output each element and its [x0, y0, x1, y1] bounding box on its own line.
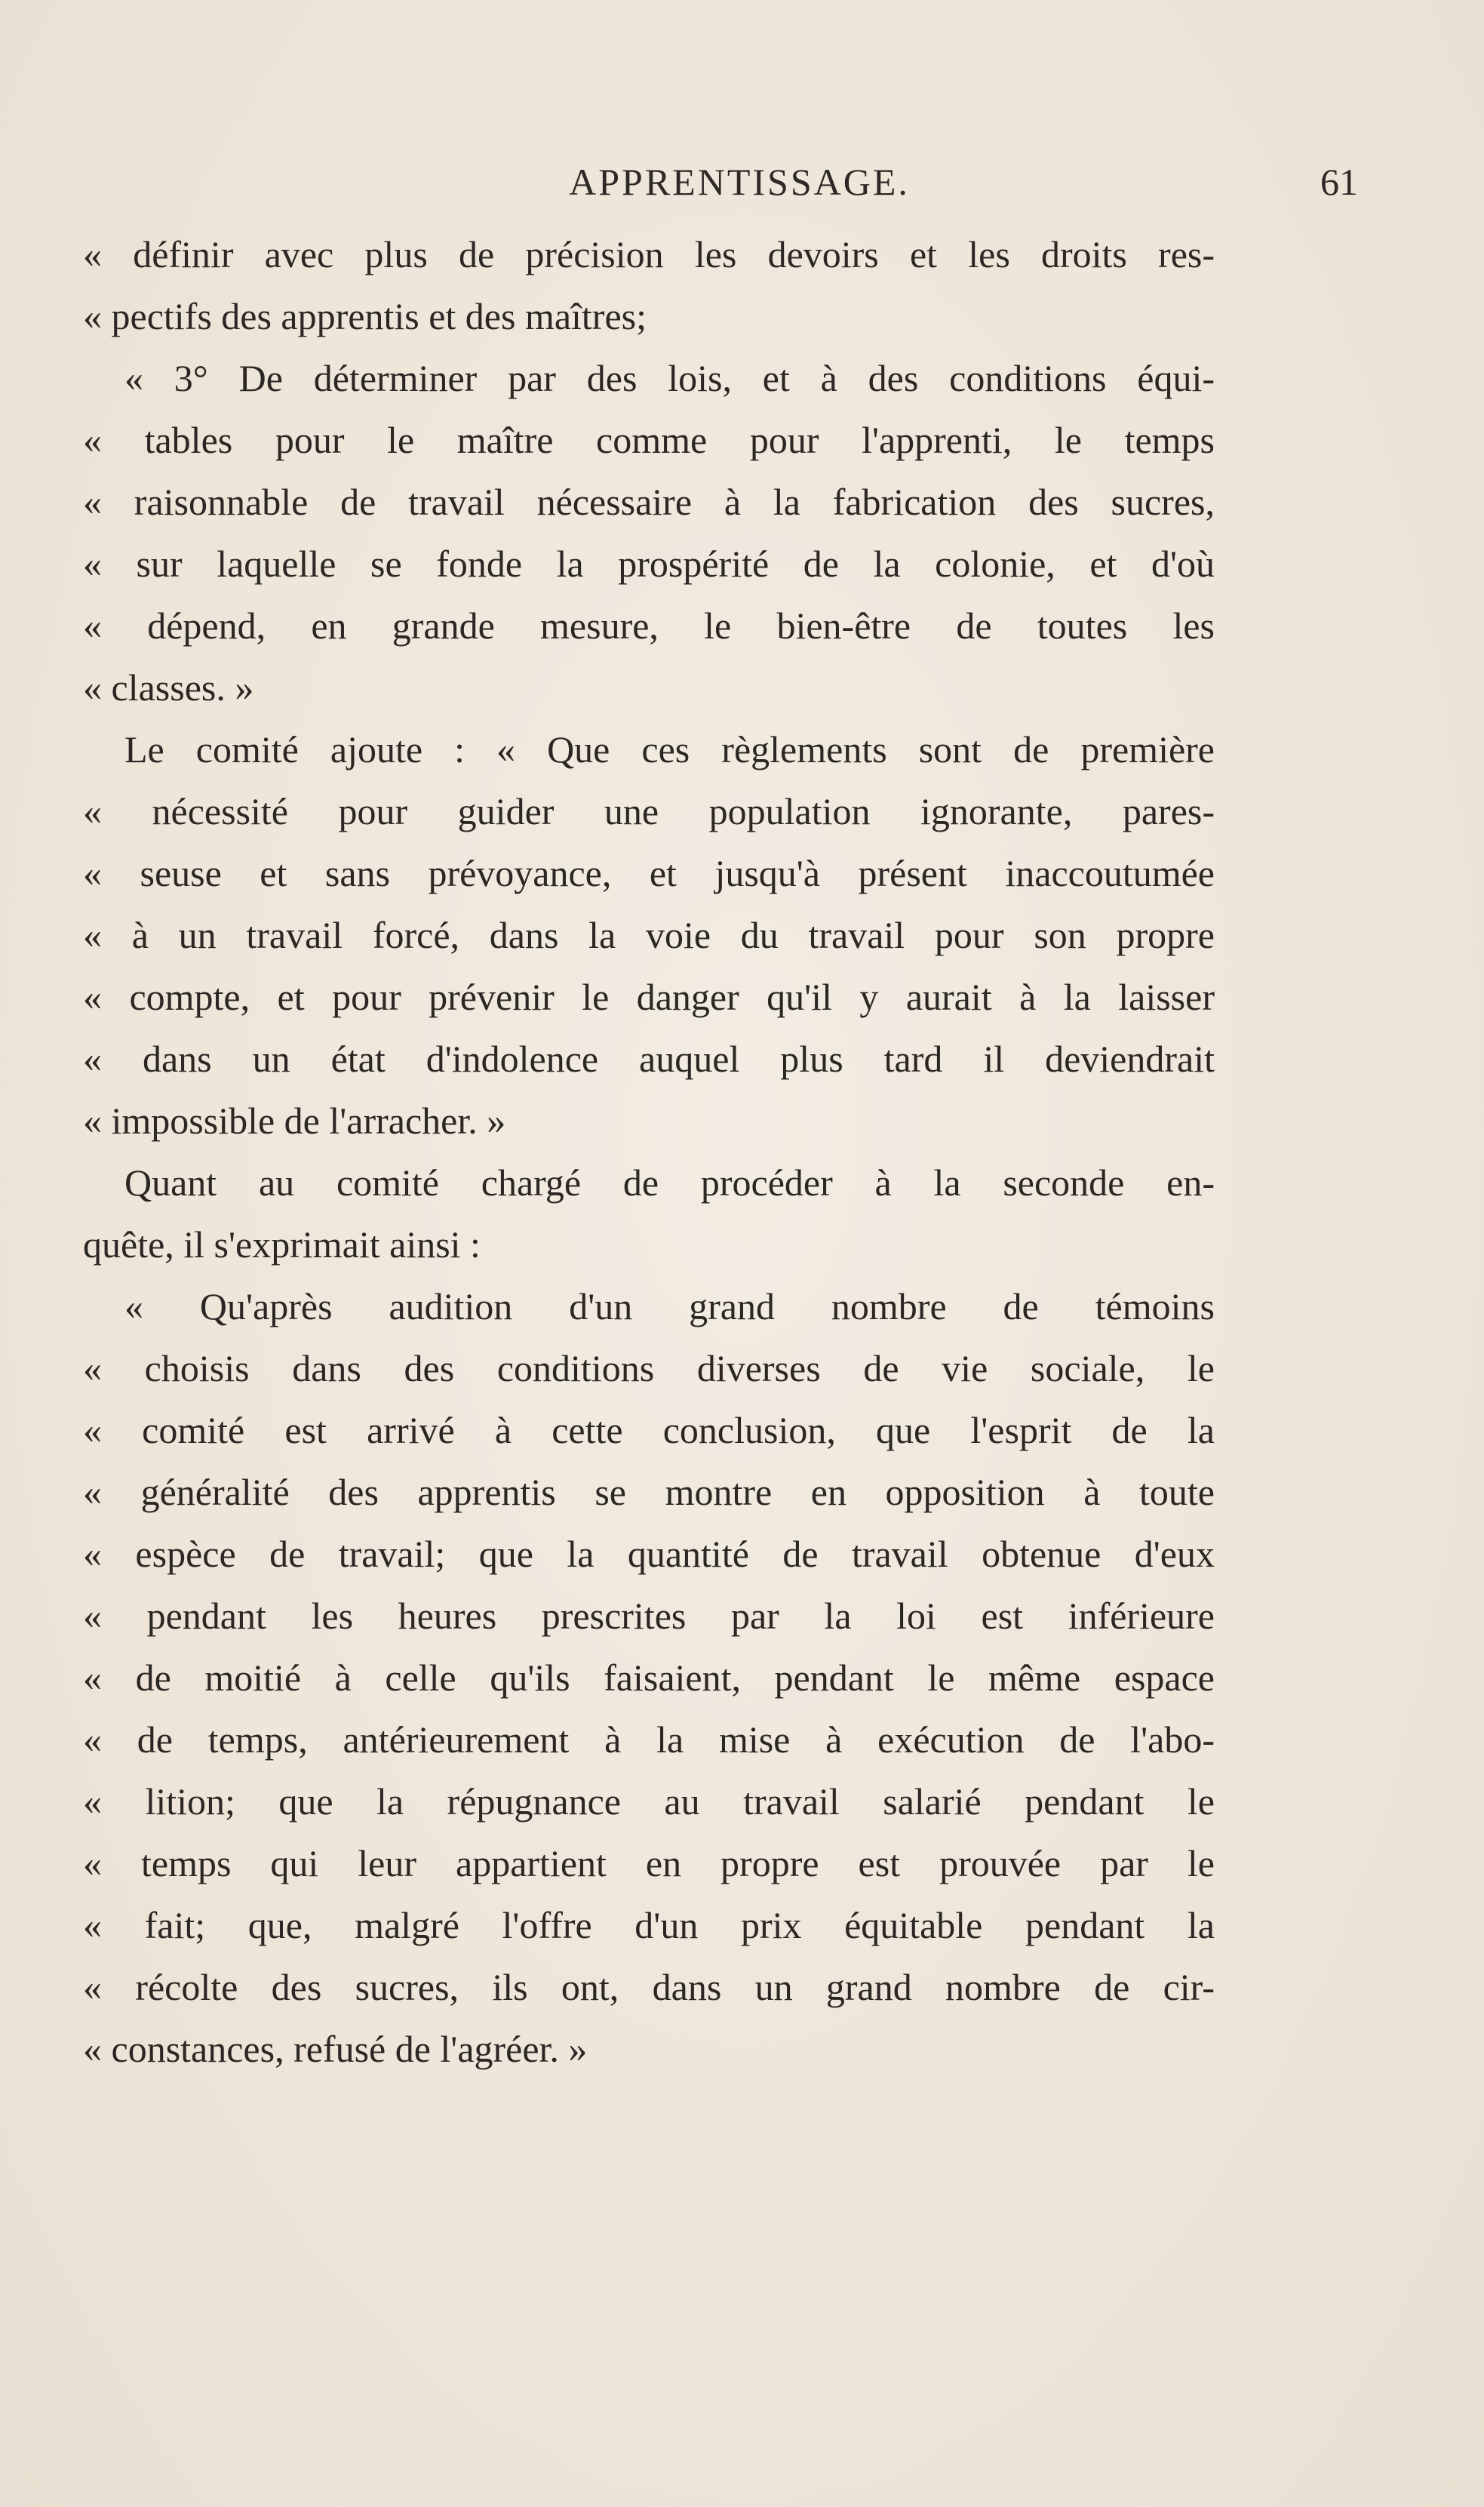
text-line: « constances, refusé de l'agréer. »: [83, 2028, 588, 2070]
page-number: 61: [1320, 161, 1358, 203]
text-line: « impossible de l'arracher. »: [83, 1100, 506, 1142]
text-line: « de moitié à celle qu'ils faisaient, pendant le même espace: [83, 1656, 1215, 1699]
text-line: « dépend, en grande mesure, le bien-être de toutes les: [83, 604, 1215, 647]
text-line: « temps qui leur appartient en propre est prouvée par le: [83, 1842, 1215, 1884]
text-line: « seuse et sans prévoyance, et jusqu'à présent inaccoutumée: [83, 852, 1215, 894]
text-line: « raisonnable de travail nécessaire à la fabrication des sucres,: [83, 481, 1215, 523]
text-line: Le comité ajoute : « Que ces règlements sont de première: [124, 728, 1215, 771]
text-line: « lition; que la répugnance au travail salarié pendant le: [83, 1780, 1215, 1823]
text-line: « tables pour le maître comme pour l'apprenti, le temps: [83, 419, 1215, 461]
text-line: « comité est arrivé à cette conclusion, que l'esprit de la: [83, 1409, 1215, 1451]
text-line: « de temps, antérieurement à la mise à exécution de l'abo-: [83, 1718, 1215, 1761]
text-line: « espèce de travail; que la quantité de travail obtenue d'eux: [83, 1533, 1215, 1575]
text-line: « à un travail forcé, dans la voie du travail pour son propre: [83, 914, 1215, 956]
text-line: « nécessité pour guider une population ignorante, pares-: [83, 790, 1215, 832]
running-head: [98, 160, 1381, 213]
text-line: « fait; que, malgré l'offre d'un prix équitable pendant la: [83, 1904, 1215, 1946]
text-line: « 3° De déterminer par des lois, et à des conditions équi-: [124, 357, 1215, 399]
text-line: « compte, et pour prévenir le danger qu'il y aurait à la laisser: [83, 976, 1215, 1018]
text-line: « définir avec plus de précision les devoirs et les droits res-: [83, 233, 1215, 275]
text-line: « dans un état d'indolence auquel plus tard il deviendrait: [83, 1038, 1215, 1080]
text-line: « sur laquelle se fonde la prospérité de la colonie, et d'où: [83, 543, 1215, 585]
text-line: « pendant les heures prescrites par la loi est inférieure: [83, 1595, 1215, 1637]
text-line: quête, il s'exprimait ainsi :: [83, 1223, 481, 1266]
text-line: « récolte des sucres, ils ont, dans un grand nombre de cir-: [83, 1966, 1215, 2008]
text-line: « classes. »: [83, 666, 254, 709]
text-line: « Qu'après audition d'un grand nombre de témoins: [124, 1285, 1215, 1327]
body-text: [83, 223, 1215, 2080]
running-title: APPRENTISSAGE.: [569, 161, 910, 203]
text-line: « choisis dans des conditions diverses de vie sociale, le: [83, 1347, 1215, 1389]
text-line: « pectifs des apprentis et des maîtres;: [83, 295, 647, 337]
text-line: Quant au comité chargé de procéder à la seconde en-: [124, 1161, 1215, 1204]
text-line: « généralité des apprentis se montre en opposition à toute: [83, 1471, 1215, 1513]
